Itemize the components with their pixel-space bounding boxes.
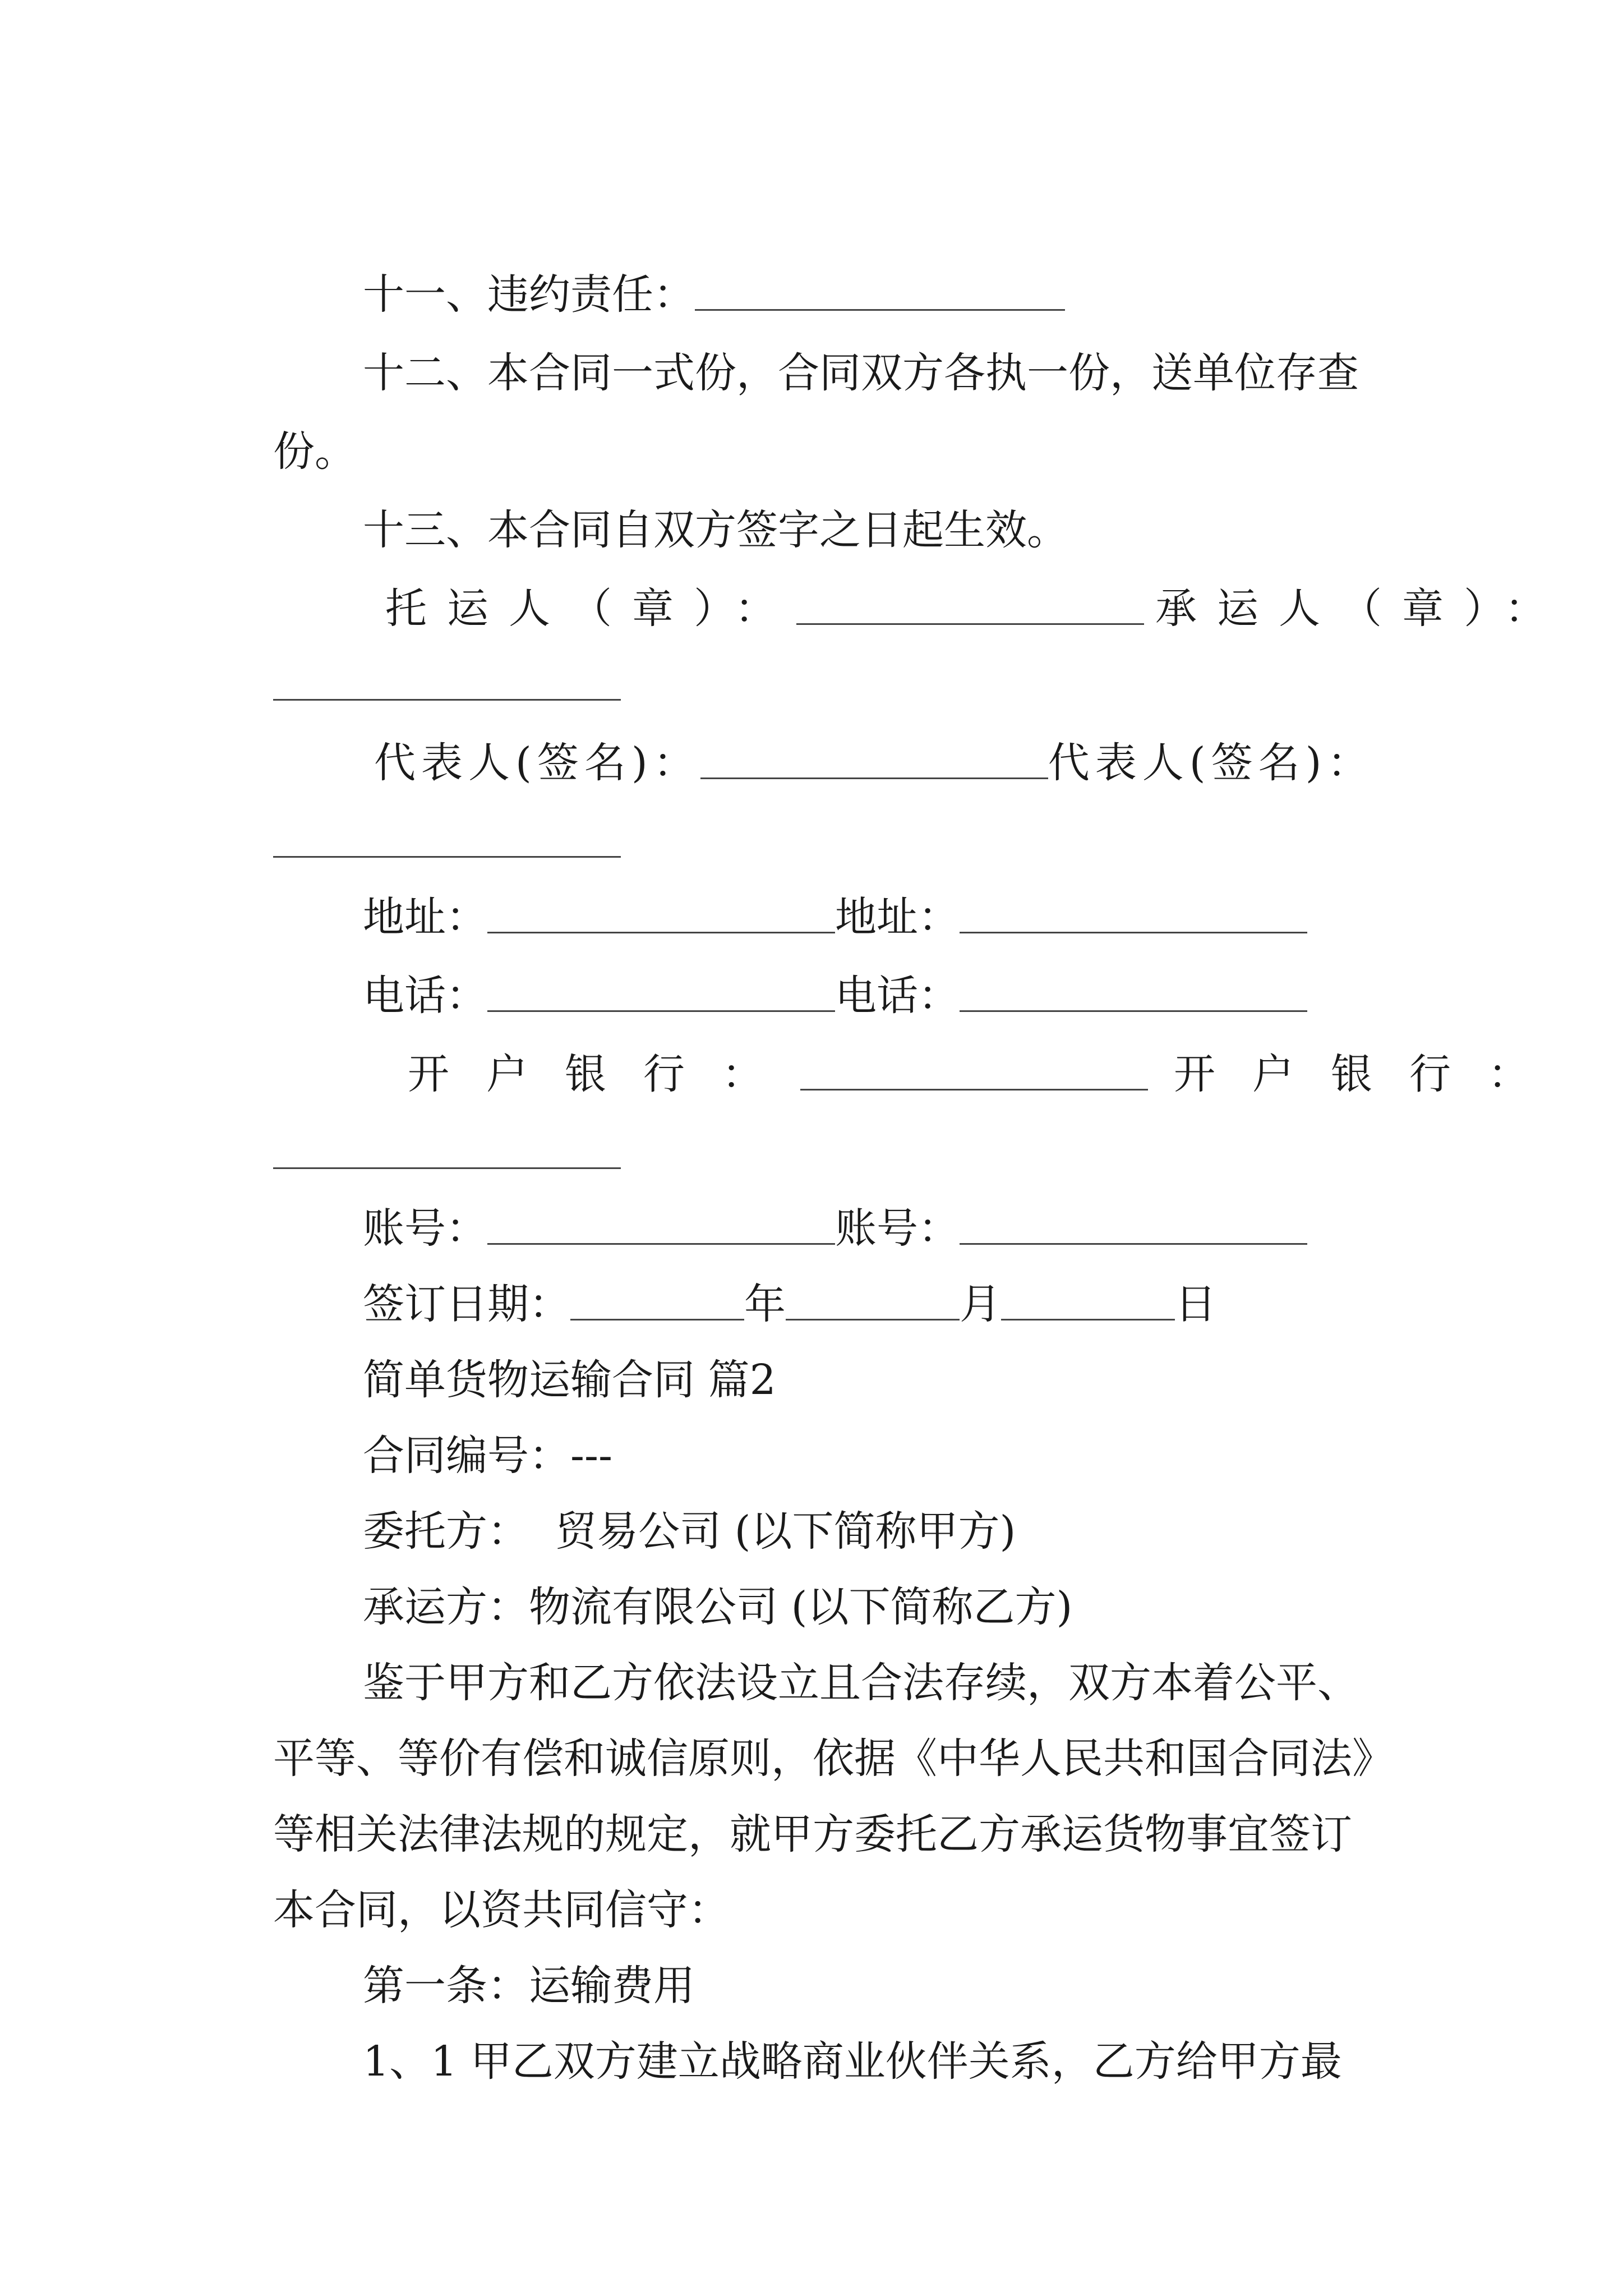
phone-row: [336, 920, 1307, 1020]
phone-label-a: 电话：: [363, 972, 488, 1020]
article-13: [336, 454, 1069, 554]
year-label: 年: [744, 1280, 786, 1328]
day-line: [1001, 1318, 1175, 1320]
contract-number: [336, 1380, 613, 1480]
carrier-party: [336, 1531, 1073, 1631]
account-label-a: 账号：: [363, 1204, 488, 1253]
rep-sign-label-b: 代表人(签名)：: [1048, 739, 1375, 787]
article-12-line-2: [247, 376, 357, 476]
client-party: [336, 1456, 1016, 1556]
preamble-line-3: [247, 1759, 1353, 1858]
day-label: 日: [1175, 1280, 1217, 1328]
preamble-text-4: 本合同，以资共同信守：: [273, 1886, 730, 1934]
section-title: [336, 1304, 776, 1404]
month-label: 月: [960, 1280, 1002, 1328]
article-12-line-1: [336, 297, 1359, 397]
shipper-seal-line: [796, 623, 1144, 625]
phone-label-b: 电话：: [835, 972, 960, 1020]
address-label-b: 地址：: [835, 893, 960, 941]
rep-row-cont: [247, 766, 621, 816]
carrier-party-text: 承运方：物流有限公司 (以下简称乙方): [363, 1583, 1073, 1631]
carrier-seal-label: 承运人（章）：: [1155, 585, 1567, 633]
article-11-text: 十一、违约责任：: [363, 270, 695, 319]
preamble-text-2: 平等、等价有偿和诚信原则，依据《中华人民共和国合同法》: [273, 1734, 1394, 1783]
preamble-line-1: [336, 1607, 1359, 1707]
account-row: [336, 1153, 1307, 1253]
preamble-text-1: 鉴于甲方和乙方依法设立且合法存续，双方本着公平、: [363, 1659, 1359, 1707]
address-label-a: 地址：: [363, 893, 488, 941]
article-13-text: 十三、本合同自双方签字之日起生效。: [363, 506, 1069, 554]
month-line: [786, 1318, 960, 1320]
rep-row: [348, 687, 1375, 787]
bank-line-a: [800, 1088, 1148, 1091]
preamble-text-3: 等相关法律法规的规定，就甲方委托乙方承运货物事宜签订: [273, 1810, 1353, 1858]
address-row: [336, 841, 1307, 941]
seal-row-cont: [247, 609, 621, 659]
article-1-heading: [336, 1910, 695, 2010]
bank-label-a: 开户银行：: [408, 1050, 801, 1098]
clause-1-1-text: 1、1 甲乙双方建立战略商业伙伴关系，乙方给甲方最: [363, 2037, 1342, 2086]
preamble-line-2: [247, 1683, 1394, 1783]
article-12-text-cont: 份。: [273, 427, 357, 476]
rep-sign-line-a: [700, 777, 1048, 779]
contract-number-text: 合同编号：---: [363, 1432, 613, 1480]
date-label: 签订日期：: [363, 1280, 571, 1328]
client-party-text: 委托方： 贸易公司 (以下简称甲方): [363, 1507, 1016, 1556]
date-row: [336, 1228, 1217, 1328]
shipper-seal-label: 托运人（章）：: [385, 585, 797, 633]
article-11: [336, 219, 1065, 319]
bank-label-b: 开户银行：: [1174, 1050, 1567, 1098]
account-label-b: 账号：: [835, 1204, 960, 1253]
clause-1-1: [336, 1986, 1342, 2086]
seal-row: [359, 533, 1567, 633]
bank-row-cont: [247, 1077, 621, 1128]
article-12-text: 十二、本合同一式份，合同双方各执一份，送单位存查: [363, 349, 1359, 397]
bank-row: [381, 999, 1567, 1098]
rep-sign-label-a: 代表人(签名)：: [374, 739, 700, 787]
article-1-text: 第一条：运输费用: [363, 1962, 695, 2010]
preamble-line-4: [247, 1834, 730, 1934]
section-title-text: 简单货物运输合同 篇2: [363, 1356, 776, 1404]
